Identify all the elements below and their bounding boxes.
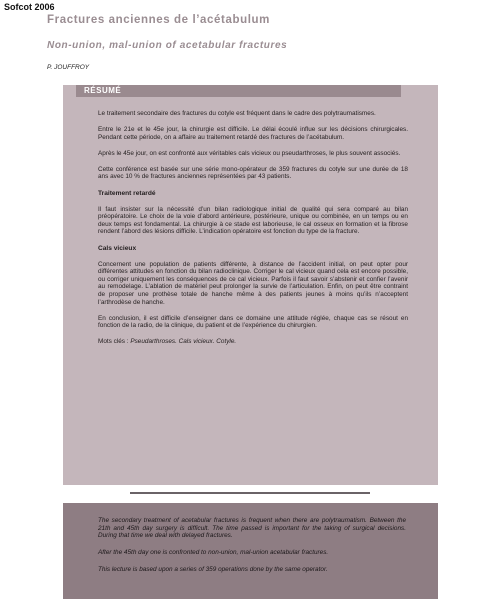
keywords-line [98,338,408,346]
abstract-body [98,517,406,574]
abstract-paragraph: The secondary treatment of acetabular fractures is frequent when there are polytraumatism. Between the 21th and 45th day surgery is difficult. The time passed is important for the taking of surgical decisions. During that time we deal with delayed fractures. [98,517,406,540]
article-title-english: Non-union, mal-union of acetabular fractures [47,40,288,51]
resume-paragraph: Il faut insister sur la nécessité d’un bilan radiologique initial de qualité qui sera comparé au bilan préopératoire. Le choix de la voie d’abord antérieure, postérieure, unique ou combinée, en un temps ou en deux temps est fondamental. La chirurgie à ce stade est laborieuse, le cal osseux en formation et la fibrose rendent l’abord des lésions difficile. L’indication opératoire est fonction du type de la fracture. [98,205,408,236]
resume-paragraph: Concernent une population de patients différente, à distance de l’accident initial, on peut opter pour différentes attitudes en fonction du bilan radioclinique. Corriger le cal vicieux quand cela est encore possible, ou corriger uniquement les conséquences de ce cal vicieux. Parfois il faut savoir s’abstenir et confier l’avenir au remodelage. L’ablation de matériel peut prolonger la survie de l’articulation. Enfin, on peut être contraint de proposer une prothèse totale de hanche même à des patients jeunes à moins qu’ils n’acceptent l’arthrodèse de hanche. [98,260,408,306]
section-heading-malunion: Cals vicieux [98,244,137,252]
resume-paragraph: Cette conférence est basée sur une série mono-opérateur de 359 fractures du cotyle sur une durée de 18 ans avec 10 % de fractures anciennes représentées par 43 patients. [98,165,408,181]
author-name: P. JOUFFROY [47,64,90,71]
journal-tag: Sofcot 2006 [4,2,55,12]
abstract-paragraph: This lecture is based upon a series of 359 operations done by the same operator. [98,565,328,573]
abstract-paragraph: After the 45th day one is confronted to non-union, mal-union acetabular fractures. [98,549,329,557]
article-title-french: Fractures anciennes de l’acétabulum [47,14,270,26]
resume-heading: RÉSUMÉ [76,85,401,97]
keywords-list: Pseudarthroses. Cals vicieux. Cotyle. [130,338,237,346]
resume-paragraph: Après le 45e jour, on est confronté aux véritables cals vicieux ou pseudarthroses, le plus souvent associés. [98,149,401,157]
resume-paragraph: Le traitement secondaire des fractures du cotyle est fréquent dans le cadre des polytraumatismes. [98,110,376,117]
section-heading-delayed-treatment: Traitement retardé [98,189,156,197]
section-divider [130,492,370,494]
resume-body [98,110,408,346]
keywords-label: Mots clés : [98,338,131,346]
resume-paragraph: En conclusion, il est difficile d’enseigner dans ce domaine une attitude réglée, chaque cas se résout en fonction de la radio, de la clinique, du patient et de l’expérience du chirurgien. [98,314,408,330]
resume-section [63,85,438,485]
resume-paragraph: Entre le 21e et le 45e jour, la chirurgie est difficile. Le délai écoulé influe sur les décisions chirurgicales. Pendant cette période, on a affaire au traitement retardé des fractures de l’acétabulum. [98,126,408,141]
english-abstract-section [63,503,438,599]
